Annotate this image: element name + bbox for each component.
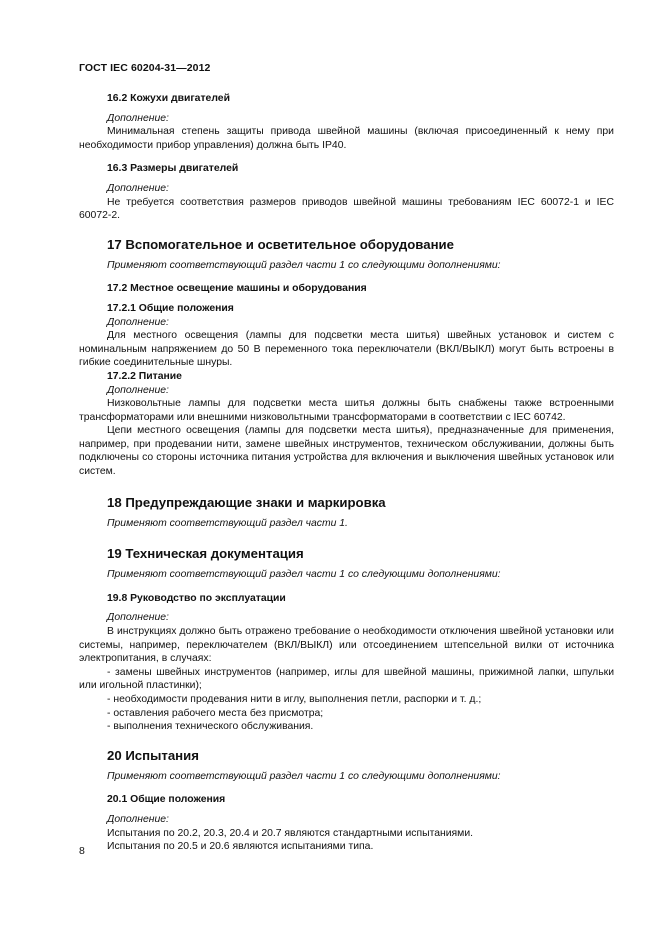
section-title-19: 19 Техническая документация [107, 546, 304, 562]
subsection-title-17-2: 17.2 Местное освещение машины и оборудования [107, 283, 367, 295]
paragraph: Испытания по 20.5 и 20.6 являются испытаниями типа. [107, 841, 374, 853]
page-number: 8 [79, 845, 85, 857]
addition-label: Дополнение: [107, 182, 169, 194]
paragraph: В инструкциях должно быть отражено требование о необходимости отключения швейной установки или системы, например, переключателем (ВКЛ/ВЫКЛ) или отсоединением штепсельной вилки от источника электропитания, в случаях: [79, 626, 614, 665]
list-item: - замены швейных инструментов (например, иглы для швейной машины, прижимной лапки, шпульки или игольной пластинки); [79, 666, 614, 692]
paragraph: Не требуется соответствия размеров приводов швейной машины требованиям IEC 60072-1 и IEC 60072-2. [79, 196, 614, 222]
list-item: - необходимости продевания нити в иглу, выполнения петли, распорки и т. д.; [107, 694, 482, 705]
applies-note: Применяют соответствующий раздел части 1. [107, 517, 348, 529]
paragraph: Цепи местного освещения (лампы для подсветки места шитья), предназначенные для применения, например, при продевании нити, замене швейных инструментов, техническом обслуживании, должны быть подключены со стороны источника питания устройства для включения и выключения швейных установок или систем. [79, 425, 614, 478]
applies-note: Применяют соответствующий раздел части 1 со следующими дополнениями: [107, 569, 501, 581]
list-item: - выполнения технического обслуживания. [107, 721, 314, 733]
paragraph: Минимальная степень защиты привода швейной машины (включая присоединенный к нему при необходимости прибор управления) должна быть IP40. [79, 126, 614, 151]
document-header: ГОСТ IEC 60204-31—2012 [79, 62, 211, 74]
subsection-title-20-1: 20.1 Общие положения [107, 794, 226, 806]
paragraph: Низковольтные лампы для подсветки места шитья должны быть снабжены также встроенными трансформаторами или внешними низковольтными трансформаторами в соответствии с IEC 60742. [79, 398, 614, 423]
addition-label: Дополнение: [107, 384, 169, 396]
applies-note: Применяют соответствующий раздел части 1 со следующими дополнениями: [107, 770, 501, 782]
applies-note: Применяют соответствующий раздел части 1 со следующими дополнениями: [107, 259, 501, 271]
paragraph: Испытания по 20.2, 20.3, 20.4 и 20.7 являются стандартными испытаниями. [107, 827, 474, 839]
paragraph: Для местного освещения (лампы для подсветки места шитья) швейных установок и систем с номинальным напряжением до 50 В переменного тока переключатели (ВКЛ/ВЫКЛ) могут быть встроены в гибкие соединительные шнуры. [79, 330, 614, 369]
document-body [79, 92, 614, 854]
subsection-title-19-8: 19.8 Руководство по эксплуатации [107, 592, 286, 604]
addition-label: Дополнение: [107, 316, 169, 328]
section-title-20: 20 Испытания [107, 747, 199, 763]
subsection-title-16-3: 16.3 Размеры двигателей [107, 163, 239, 175]
addition-label: Дополнение: [107, 813, 169, 825]
subsection-title-17-2-1: 17.2.1 Общие положения [107, 302, 234, 314]
section-title-18: 18 Предупреждающие знаки и маркировка [107, 494, 386, 510]
addition-label: Дополнение: [107, 612, 169, 624]
subsection-title-16-2: 16.2 Кожухи двигателей [107, 93, 230, 104]
addition-label: Дополнение: [107, 112, 169, 124]
subsection-title-17-2-2: 17.2.2 Питание [107, 370, 182, 382]
list-item: - оставления рабочего места без присмотра; [107, 707, 324, 719]
section-title-17: 17 Вспомогательное и осветительное оборудование [107, 236, 454, 252]
